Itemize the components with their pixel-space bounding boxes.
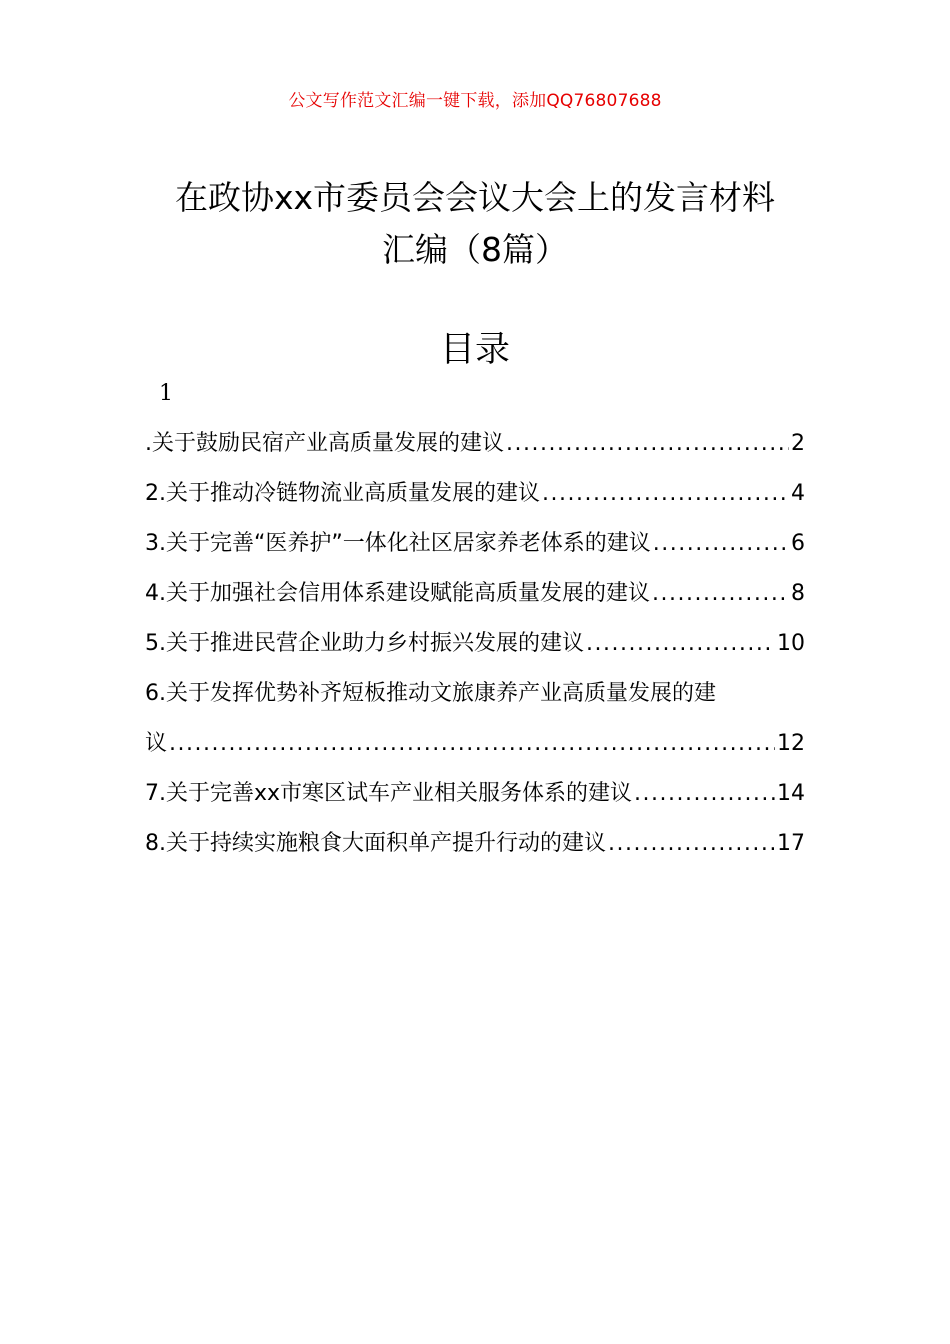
toc-entry-page: 8 <box>791 581 805 606</box>
toc-entry-text: .关于鼓励民宿产业高质量发展的建议 <box>145 431 504 456</box>
toc-entry-page: 12 <box>777 731 805 756</box>
toc-entry-text: 6.关于发挥优势补齐短板推动文旅康养产业高质量发展的建 <box>145 681 716 706</box>
document-title <box>140 172 810 276</box>
toc-entry-text: 2.关于推动冷链物流业高质量发展的建议 <box>145 481 540 506</box>
stray-page-number: 1 <box>159 381 173 406</box>
toc-entry-4[interactable] <box>145 569 805 619</box>
toc-leader-dots <box>586 619 775 669</box>
toc-entry-2[interactable] <box>145 469 805 519</box>
table-of-contents <box>145 419 805 869</box>
toc-leader-dots <box>542 469 789 519</box>
toc-entry-6-first-line[interactable] <box>145 669 805 719</box>
toc-entry-page: 10 <box>777 631 805 656</box>
toc-entry-1[interactable] <box>145 419 805 469</box>
toc-leader-dots <box>652 569 789 619</box>
toc-entry-text: 3.关于完善“医养护”一体化社区居家养老体系的建议 <box>145 531 651 556</box>
toc-leader-dots <box>169 719 775 769</box>
toc-entry-3[interactable] <box>145 519 805 569</box>
toc-entry-8[interactable] <box>145 819 805 869</box>
toc-entry-text: 8.关于持续实施粮食大面积单产提升行动的建议 <box>145 831 606 856</box>
toc-entry-text: 议 <box>145 731 168 756</box>
toc-leader-dots <box>608 819 775 869</box>
toc-entry-page: 17 <box>777 831 805 856</box>
toc-entry-7[interactable] <box>145 769 805 819</box>
toc-leader-dots <box>506 419 789 469</box>
toc-leader-dots <box>653 519 789 569</box>
title-line-1: 在政协xx市委员会会议大会上的发言材料 <box>174 178 776 217</box>
toc-heading: 目录 <box>439 330 510 370</box>
toc-entry-text: 5.关于推进民营企业助力乡村振兴发展的建议 <box>145 631 584 656</box>
toc-entry-page: 2 <box>791 431 805 456</box>
download-banner: 公文写作范文汇编一键下载，添加QQ76807688 <box>288 91 662 111</box>
title-line-2: 汇编（8篇） <box>382 230 568 269</box>
toc-entry-5[interactable] <box>145 619 805 669</box>
toc-entry-6[interactable] <box>145 719 805 769</box>
toc-leader-dots <box>634 769 775 819</box>
toc-entry-text: 7.关于完善xx市寒区试车产业相关服务体系的建议 <box>145 781 633 806</box>
toc-entry-page: 14 <box>777 781 805 806</box>
toc-entry-text: 4.关于加强社会信用体系建设赋能高质量发展的建议 <box>145 581 650 606</box>
toc-entry-page: 6 <box>791 531 805 556</box>
toc-entry-page: 4 <box>791 481 805 506</box>
